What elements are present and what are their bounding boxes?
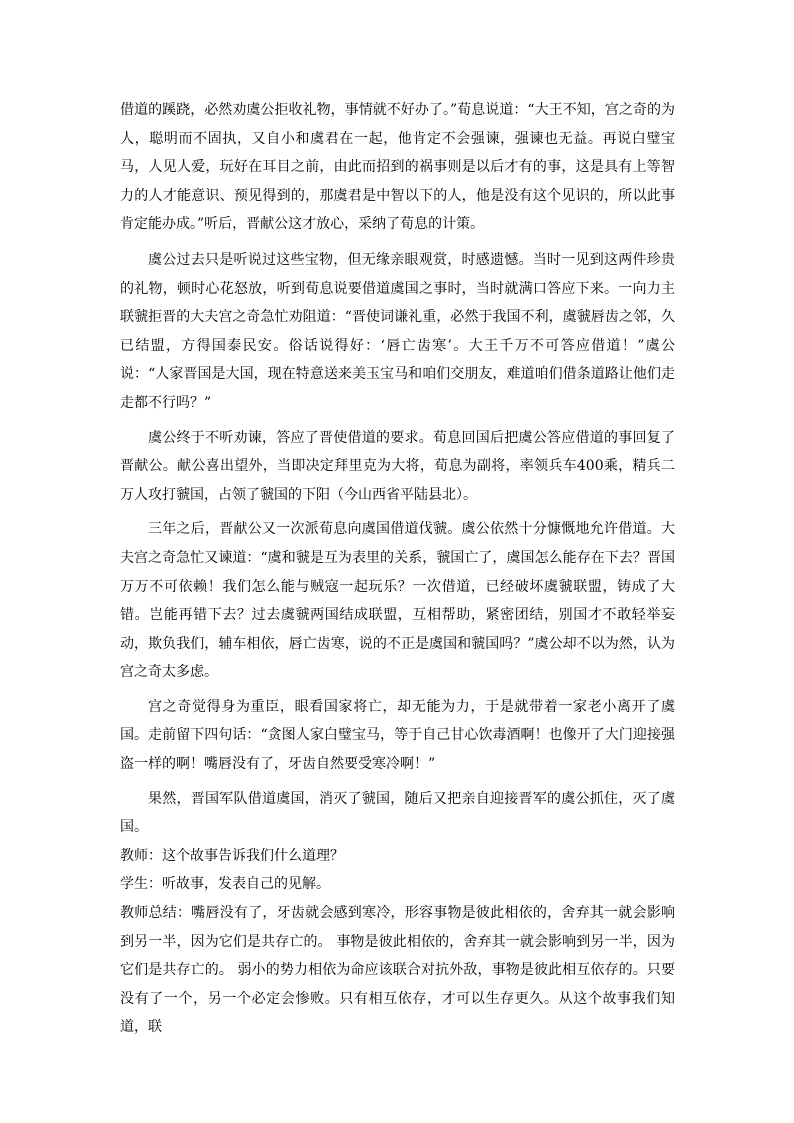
story-paragraph-6: 果然，晋国军队借道虞国，消灭了虢国，随后又把亲自迎接晋军的虞公抓住，灭了虞国。	[120, 790, 675, 836]
story-paragraph-1: 借道的蹊跷，必然劝虞公拒收礼物，事情就不好办了。”荀息说道：“大王不知，宫之奇的为人，聪明而不固执，又自小和虞君在一起，他肯定不会强谏，强谏也无益。再说白璧宝马，人见人爱，玩好在耳目之前，由此而招到的祸事则是以后才有的事，这是具有上等智力的人才能意识、预见得到的，那虞君是中智以下的人，他是没有这个见识的，所以此事肯定能办成。”听后，晋献公这才放心，采纳了荀息的计策。	[120, 102, 675, 233]
story-paragraph-5: 宫之奇觉得身为重臣，眼看国家将亡，却无能为力，于是就带着一家老小离开了虞国。走前留下四句话：“贪图人家白璧宝马，等于自己甘心饮毒酒啊！也像开了大门迎接强盗一样的啊！嘴唇没有了，牙齿自然要受寒冷啊！”	[120, 698, 675, 773]
teacher-summary: 教师总结：嘴唇没有了，牙齿就会感到寒冷，形容事物是彼此相依的，舍弃其一就会影响到另一半，因为它们是共存亡的。 事物是彼此相依的，舍弃其一就会影响到另一半，因为它们是共存亡的。 弱小的势力相依为命应该联合对抗外敌，事物是彼此相互依存的。只要没有了一个，另一个必定会惨败。只有相互依存，才可以生存更久。从这个故事我们知道，联	[120, 905, 675, 1036]
teacher-question: 教师：这个故事告诉我们什么道理？	[120, 847, 344, 864]
story-paragraph-4: 三年之后，晋献公又一次派荀息向虞国借道伐虢。虞公依然十分慷慨地允许借道。大夫宫之奇急忙又谏道：“虞和虢是互为表里的关系，虢国亡了，虞国怎么能存在下去？晋国万万不可依赖！我们怎么能与贼寇一起玩乐？一次借道，已经破坏虞虢联盟，铸成了大错。岂能再错下去？过去虞虢两国结成联盟，互相帮助，紧密团结，别国才不敢轻举妄动，欺负我们，辅车相依，唇亡齿寒，说的不正是虞国和虢国吗？”虞公却不以为然，认为宫之奇太多虑。	[120, 521, 675, 681]
student-response: 学生：听故事，发表自己的见解。	[120, 876, 330, 893]
document-body	[120, 96, 675, 1042]
story-paragraph-2: 虞公过去只是听说过这些宝物，但无缘亲眼观赏，时感遗憾。当时一见到这两件珍贵的礼物，顿时心花怒放，听到荀息说要借道虞国之事时，当时就满口答应下来。一向力主联虢拒晋的大夫宫之奇急忙劝阻道：“晋使词谦礼重，必然于我国不利，虞虢唇齿之邻，久已结盟，方得国泰民安。俗话说得好：‘唇亡齿寒’。大王千万不可答应借道！”虞公说：“人家晋国是大国，现在特意送来美玉宝马和咱们交朋友，难道咱们借条道路让他们走走都不行吗？”	[120, 251, 675, 411]
story-paragraph-3: 虞公终于不听劝谏，答应了晋使借道的要求。荀息回国后把虞公答应借道的事回复了晋献公。献公喜出望外，当即决定拜里克为大将，荀息为副将，率领兵车400乘，精兵二万人攻打虢国，占领了虢国的下阳（今山西省平陆县北）。	[120, 429, 675, 503]
